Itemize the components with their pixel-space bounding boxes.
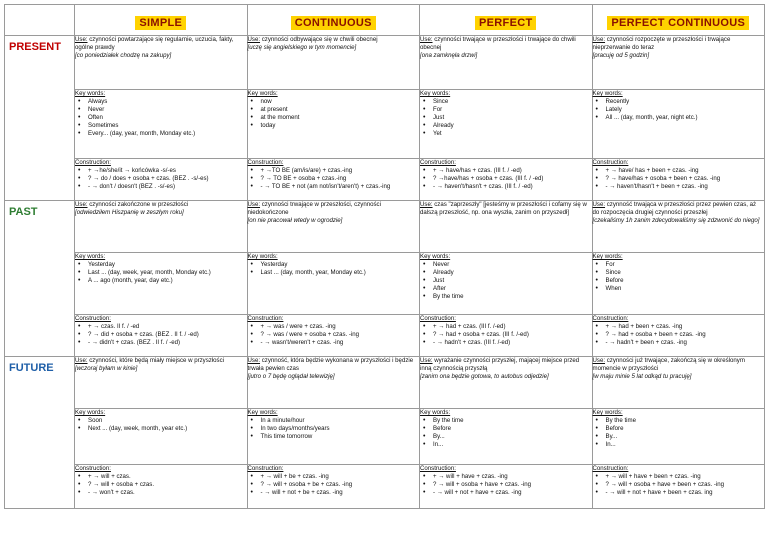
list-item: • By... — [606, 433, 765, 441]
construction-cell — [592, 315, 765, 357]
row-present-keywords — [5, 90, 765, 159]
keywords-cell — [592, 90, 765, 159]
list-item: • + → have/ has + been + czas. -ing — [606, 167, 765, 175]
list-item: • Yesterday — [261, 261, 420, 269]
field-label: Construction: — [420, 159, 456, 166]
field-label: Key words: — [592, 409, 623, 416]
list-item: • + → had + czas. (III f. /-ed) — [433, 323, 592, 331]
list-item: • - → TO BE + not (am not/isn't/aren't) + czas.-ing — [261, 183, 420, 191]
list-item: • ? →have/has + osoba + czas. (III f. / -ed) — [433, 175, 592, 183]
list-item: • Yet — [433, 130, 592, 138]
row-future-keywords — [5, 409, 765, 465]
list-item: • In a minute/hour — [261, 417, 420, 425]
use-cell — [75, 201, 248, 253]
field-label: Construction: — [592, 159, 629, 166]
list-item: • - → hadn't + czas. (III f. /-ed) — [433, 339, 592, 347]
list-item: • For — [606, 261, 765, 269]
list-item: • Before — [606, 277, 765, 285]
row-future — [5, 357, 765, 409]
header-row — [5, 5, 765, 36]
keywords-cell — [247, 253, 420, 315]
list-item: • In... — [433, 441, 592, 449]
field-label: Use: — [420, 201, 433, 208]
list-item: • Every... (day, year, month, Monday etc.) — [88, 130, 247, 138]
construction-cell — [75, 315, 248, 357]
use-cell — [592, 357, 765, 409]
construction-cell — [420, 159, 593, 201]
corner-cell — [5, 5, 75, 36]
construction-cell — [75, 465, 248, 509]
row-past-construction — [5, 315, 765, 357]
field-label: Use: — [420, 36, 433, 43]
list-item: • For — [433, 106, 592, 114]
use-text: czynności powtarzające się regularnie, uczucia, fakty, ogólne prawdy — [75, 36, 234, 51]
construction-cell — [247, 465, 420, 509]
list-item: • Just — [433, 277, 592, 285]
field-label: Key words: — [420, 253, 451, 260]
list-item: • - → won't + czas. — [88, 489, 247, 497]
keywords-cell — [420, 253, 593, 315]
list-item: • ? → will + osoba + czas. — [88, 481, 247, 489]
list-item: • + → czas. II f. / -ed — [88, 323, 247, 331]
list-item: • ? → will + osoba + be + czas. -ing — [261, 481, 420, 489]
list-item: • ? → have/has + osoba + been + czas. -ing — [606, 175, 765, 183]
keywords-cell — [247, 409, 420, 465]
list-item: • - → will + not + be + czas. -ing — [261, 489, 420, 497]
construction-cell — [247, 159, 420, 201]
list-item: • Often — [88, 114, 247, 122]
list-item: • Recently — [606, 98, 765, 106]
list-item: • + → had + been + czas. -ing — [606, 323, 765, 331]
construction-cell — [592, 465, 765, 509]
use-cell — [420, 201, 593, 253]
list-item: • ? → will + osoba + have + been + czas. -ing — [606, 481, 765, 489]
list-item: • - → will + not + have + czas. -ing — [433, 489, 592, 497]
use-text: czynności rozpoczęte w przeszłości i trwające nieprzerwanie do teraz — [592, 36, 731, 51]
use-text: czynność trwająca w przeszłości przez pewien czas, aż do rozpoczęcia drugiej czynności przeszłej — [592, 201, 757, 216]
field-label: Key words: — [247, 409, 278, 416]
example-text: [co poniedziałek chodzę na zakupy] — [75, 52, 172, 59]
list-item: • Already — [433, 122, 592, 130]
field-label: Use: — [247, 357, 261, 364]
construction-cell — [592, 159, 765, 201]
list-item: • + → was / were + czas. -ing — [261, 323, 420, 331]
keywords-cell — [75, 253, 248, 315]
field-label: Construction: — [75, 315, 111, 322]
list-item: • Next ... (day, week, month, year etc.) — [88, 425, 247, 433]
tense-label-future: FUTURE — [5, 357, 75, 509]
field-label: Construction: — [75, 159, 111, 166]
list-item: • Since — [433, 98, 592, 106]
field-label: Construction: — [420, 315, 456, 322]
header-continuous: CONTINUOUS — [247, 5, 420, 36]
list-item: • + →TO BE (am/is/are) + czas.-ing — [261, 167, 420, 175]
construction-cell — [420, 465, 593, 509]
field-label: Use: — [75, 36, 88, 43]
use-text: czynności, które będą miały miejsce w przyszłości — [87, 357, 225, 364]
example-text: [ona zamknęła drzwi] — [420, 52, 478, 59]
list-item: • Never — [88, 106, 247, 114]
list-item: • ? → TO BE + osoba + czas.-ing — [261, 175, 420, 183]
header-perfect-continuous: PERFECT CONTINUOUS — [592, 5, 765, 36]
list-item: • By the time — [433, 417, 592, 425]
list-item: • today — [261, 122, 420, 130]
list-item: • - → haven't/hasn't + czas. (III f. / -ed) — [433, 183, 592, 191]
use-cell — [247, 357, 420, 409]
list-item: • at the moment — [261, 114, 420, 122]
list-item: • Before — [606, 425, 765, 433]
field-label: Use: — [247, 36, 261, 43]
field-label: Construction: — [420, 465, 456, 472]
list-item: • ? → did + osoba + czas. (BEZ . II f. / -ed) — [88, 331, 247, 339]
list-item: • Lately — [606, 106, 765, 114]
list-item: • Just — [433, 114, 592, 122]
keywords-cell — [75, 409, 248, 465]
field-label: Key words: — [75, 409, 106, 416]
list-item: • In... — [606, 441, 765, 449]
use-cell — [420, 357, 593, 409]
tenses-table — [4, 4, 765, 509]
example-text: [wczoraj byłam w kinie] — [75, 365, 138, 372]
list-item: • + → will + have + czas. -ing — [433, 473, 592, 481]
list-item: • Already — [433, 269, 592, 277]
list-item: • By the time — [433, 293, 592, 301]
use-text: czas "zaprzeszły" [jesteśmy w przeszłości i cofamy się w dalszą przeszłość, np. ona wyszła, zanim on przyszedł] — [420, 201, 587, 216]
keywords-cell — [592, 409, 765, 465]
construction-cell — [75, 159, 248, 201]
keywords-cell — [420, 409, 593, 465]
list-item: • - → don't / doesn't (BEZ . -s/-es) — [88, 183, 247, 191]
example-text: [w maju minie 5 lat odkąd tu pracuję] — [592, 373, 692, 380]
list-item: • ? → was / were + osoba + czas. -ing — [261, 331, 420, 339]
field-label: Construction: — [592, 315, 629, 322]
use-text: czynność, która będzie wykonana w przyszłości i będzie trwała pewien czas — [247, 357, 414, 372]
field-label: Key words: — [592, 90, 623, 97]
list-item: • Sometimes — [88, 122, 247, 130]
list-item: • Before — [433, 425, 592, 433]
header-simple: SIMPLE — [75, 5, 248, 36]
use-cell — [247, 36, 420, 90]
list-item: • When — [606, 285, 765, 293]
list-item: • - → haven't/hasn't + been + czas. -ing — [606, 183, 765, 191]
row-past-keywords — [5, 253, 765, 315]
list-item: • A ... ago (month, year, day etc.) — [88, 277, 247, 285]
list-item: • Last ... (day, month, year, Monday etc.) — [261, 269, 420, 277]
keywords-cell — [75, 90, 248, 159]
use-cell — [75, 36, 248, 90]
list-item: • Always — [88, 98, 247, 106]
list-item: • + → will + have + been + czas. -ing — [606, 473, 765, 481]
example-text: [pracuję od 5 godzin] — [592, 52, 650, 59]
list-item: • This time tomorrow — [261, 433, 420, 441]
field-label: Key words: — [75, 90, 106, 97]
field-label: Use: — [420, 357, 433, 364]
keywords-cell — [420, 90, 593, 159]
list-item: • By the time — [606, 417, 765, 425]
field-label: Use: — [592, 36, 606, 43]
list-item: • - → will + not + have + been + czas. ing — [606, 489, 765, 497]
field-label: Construction: — [247, 315, 284, 322]
list-item: • ? → had + osoba + been + czas. -ing — [606, 331, 765, 339]
list-item: • at present — [261, 106, 420, 114]
construction-cell — [247, 315, 420, 357]
use-text: czynności już trwające, zakończą się w określonym momencie w przyszłości — [592, 357, 745, 372]
tense-label-present: PRESENT — [5, 36, 75, 201]
use-cell — [75, 357, 248, 409]
list-item: • - → didn't + czas. (BEZ . II f. / -ed) — [88, 339, 247, 347]
field-label: Key words: — [75, 253, 106, 260]
keywords-cell — [592, 253, 765, 315]
field-label: Construction: — [247, 465, 284, 472]
example-text: [on nie pracował wtedy w ogrodzie] — [247, 217, 343, 224]
field-label: Key words: — [247, 90, 278, 97]
row-future-construction — [5, 465, 765, 509]
field-label: Construction: — [247, 159, 284, 166]
use-cell — [592, 36, 765, 90]
use-cell — [247, 201, 420, 253]
construction-cell — [420, 315, 593, 357]
list-item: • ? → do / does + osoba + czas. (BEZ . -s/-es) — [88, 175, 247, 183]
field-label: Use: — [75, 201, 88, 208]
list-item: • Soon — [88, 417, 247, 425]
example-text: [jutro o 7 będę oglądał telewizję] — [247, 373, 335, 380]
field-label: Key words: — [592, 253, 623, 260]
example-text: [uczę się angielskiego w tym momencie] — [247, 44, 357, 51]
list-item: • In two days/months/years — [261, 425, 420, 433]
list-item: • Never — [433, 261, 592, 269]
list-item: • + → will + czas. — [88, 473, 247, 481]
field-label: Use: — [592, 201, 606, 208]
list-item: • - → hadn't + been + czas. -ing — [606, 339, 765, 347]
list-item: • ? → had + osoba + czas. (III f. /-ed) — [433, 331, 592, 339]
use-cell — [420, 36, 593, 90]
field-label: Key words: — [247, 253, 278, 260]
list-item: • Last ... (day, week, year, month, Monday etc.) — [88, 269, 247, 277]
use-text: czynności odbywające się w chwili obecnej — [260, 36, 378, 43]
row-present — [5, 36, 765, 90]
use-text: czynności trwające w przeszłości i trwające do chwili obecnej — [420, 36, 576, 51]
list-item: • After — [433, 285, 592, 293]
field-label: Construction: — [75, 465, 111, 472]
row-present-construction — [5, 159, 765, 201]
field-label: Construction: — [592, 465, 629, 472]
list-item: • Yesterday — [88, 261, 247, 269]
list-item: • ? → will + osoba + have + czas. -ing — [433, 481, 592, 489]
use-text: czynności zakończone w przeszłości — [87, 201, 189, 208]
header-perfect: PERFECT — [420, 5, 593, 36]
example-text: [odwiedziłem Hiszpanię w zeszłym roku] — [75, 209, 184, 216]
list-item: • + → have/has + czas. (III f. / -ed) — [433, 167, 592, 175]
field-label: Key words: — [420, 90, 451, 97]
tense-label-past: PAST — [5, 201, 75, 357]
example-text: [zanim ona będzie gotowa, to autobus odjedzie] — [420, 373, 549, 380]
example-text: [czekaliśmy 1h zanim zdecydowaliśmy się zdzwonić do niego] — [592, 217, 760, 224]
field-label: Use: — [247, 201, 261, 208]
field-label: Use: — [75, 357, 88, 364]
field-label: Use: — [592, 357, 606, 364]
use-text: wyrażanie czynności przyszłej, mającej miejsce przed inną czynnością przyszłą — [420, 357, 580, 372]
list-item: • + →he/she/it → końcówka -s/-es — [88, 167, 247, 175]
row-past — [5, 201, 765, 253]
use-cell — [592, 201, 765, 253]
use-text: czynności trwające w przeszłości, czynności niedokończone — [247, 201, 381, 216]
list-item: • All ... (day, month, year, night etc.) — [606, 114, 765, 122]
list-item: • now — [261, 98, 420, 106]
list-item: • By... — [433, 433, 592, 441]
list-item: • Since — [606, 269, 765, 277]
list-item: • + → will + be + czas. -ing — [261, 473, 420, 481]
field-label: Key words: — [420, 409, 451, 416]
keywords-cell — [247, 90, 420, 159]
list-item: • - → wasn't/weren't + czas. -ing — [261, 339, 420, 347]
